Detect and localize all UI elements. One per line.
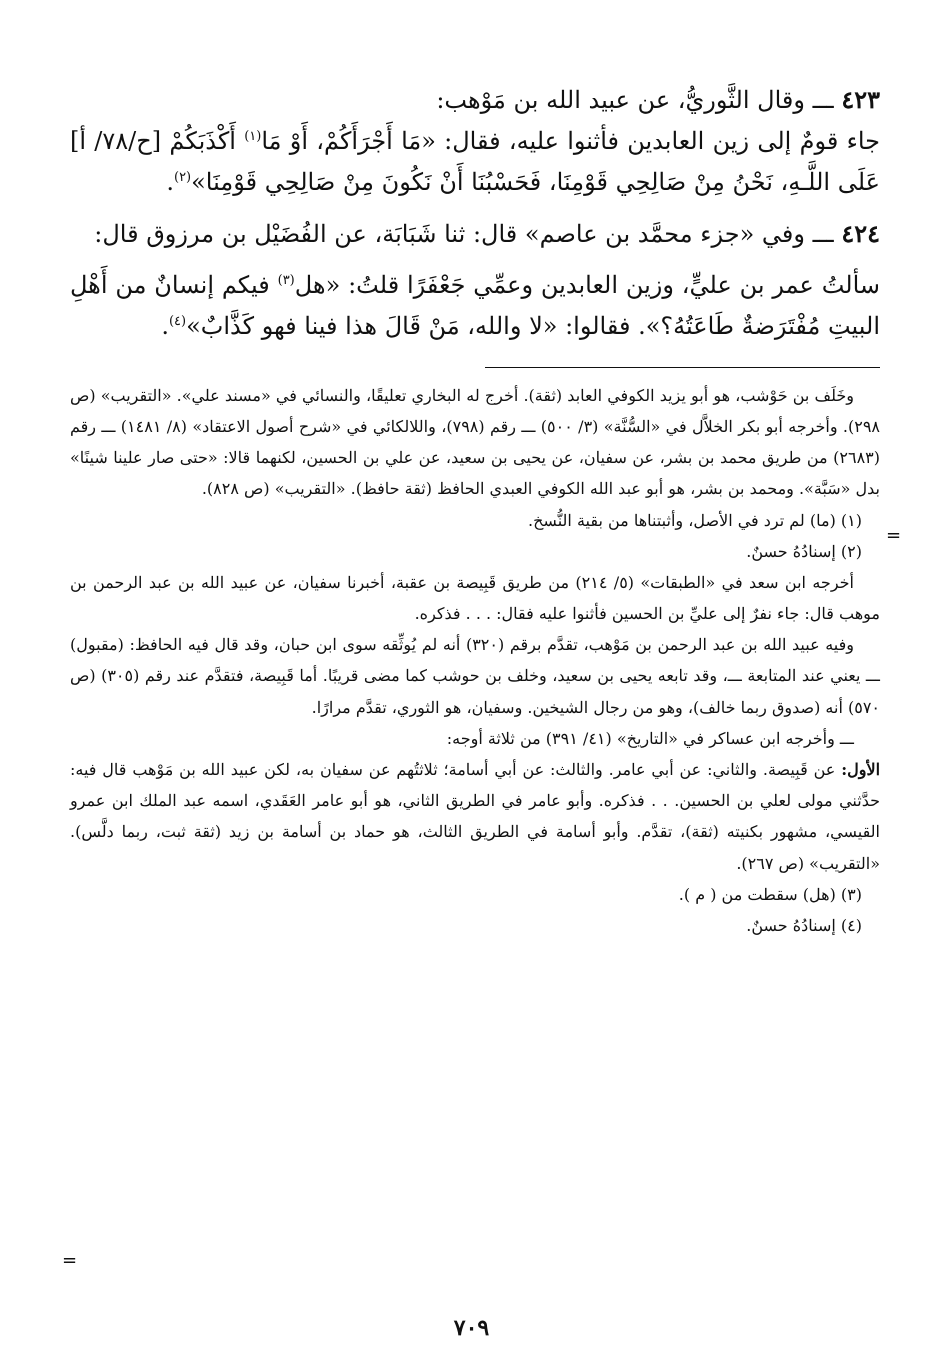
footnote-2: (٢) إسنادُهُ حسنٌ. xyxy=(746,541,862,561)
footnote-2-para: أخرجه ابن سعد في «الطبقات» (٥/ ٢١٤) من طريق قَبِيصة بن عقبة، أخبرنا سفيان، عن عبيد الله بن عبد الرحمن بن موهب قال: جاء نفرٌ إلى عليِّ بن الحسين فأثنوا عليه فقال: . . . فذكره. xyxy=(70,572,880,624)
page-number: ٧٠٩ xyxy=(453,1315,490,1341)
continuation-mark-end: = xyxy=(62,1250,78,1271)
entry-424-heading xyxy=(70,214,880,255)
footnote-1: (١) (ما) لم ترد في الأصل، وأثبتناها من بقية النُّسخ. xyxy=(528,510,862,530)
entry-number: ٤٢٤ xyxy=(841,219,880,249)
footnote-continuation: وخَلَف بن حَوْشب، هو أبو يزيد الكوفي العابد (ثقة). أخرج له البخاري تعليقًا، والنسائي في «مسند علي». «التقريب» (ص ٢٩٨). وأخرجه أبو بكر الخلاَّل في «السُّنَّة» (٣/ ٥٠٠) ـــ رقم (٧٩٨)، واللالكائي في «شرح أصول الاعتقاد» (٨/ ١٤٨١) ـــ رقم (٢٦٨٣) من طريق محمد بن بشر، عن سفيان، عن يحيى بن سعيد، عن علي بن الحسين، لكنهما قالا: «حتى صار علينا شينًا» بدل «سَبَّة». ومحمد بن بشر، هو أبو عبد الله الكوفي العبدي الحافظ (ثقة حافظ). «التقريب» (ص ٨٢٨). xyxy=(70,385,881,499)
footnote-separator xyxy=(485,367,880,368)
footnote-ref-3[interactable]: (٣) xyxy=(277,273,295,289)
footnote-2-para: ـــ وأخرجه ابن عساكر في «التاريخ» (٤١/ ٣٩١) من ثلاثة أوجه: xyxy=(446,728,854,748)
period: . xyxy=(161,311,169,340)
footnote-4: (٤) إسنادُهُ حسنٌ. xyxy=(746,915,862,935)
entry-chain: وقال الثَّوريُّ، عن عبيد الله بن مَوْهب: xyxy=(436,86,805,114)
entry-number: ٤٢٣ xyxy=(841,85,880,114)
footnote-text: عن قَبِيصة. والثاني: عن أبي عامر. والثالث: عن أبي أسامة؛ ثلاثتُهم عن سفيان به، لكن عبيد الله بن مَوْهب قال فيه: حدَّثني مولى لعلي بن الحسين. . . فذكره. وأبو عامر في الطريق الثاني، هو أبو عامر العَقَدي، اسمه عبد الملك ابن عمرو القيسي، مشهور بكنيته (ثقة)، تقدَّم. وأبو أسامة في الطريق الثالث، هو حماد بن أسامة بن زيد (ثقة ثبت، ربما دلَّس). «التقريب» (ص ٢٦٧). xyxy=(70,760,880,873)
entry-dash: ـــ xyxy=(812,86,834,114)
period: . xyxy=(166,167,174,196)
entry-dash: ـــ xyxy=(812,220,834,249)
footnotes xyxy=(70,380,880,941)
footnote-ref-4[interactable]: (٤) xyxy=(168,313,187,329)
footnote-2-para: وفيه عبيد الله بن عبد الرحمن بن مَوْهب، تقدَّم برقم (٣٢٠) أنه لم يُوثِّقه سوى ابن حبان، وقد قال فيه الحافظ: (مقبول) ـــ يعني عند المتابعة ـــ، وقد تابعه يحيى بن سعيد، وخلف بن حوشب كما مضى قريبًا. أما قَبِيصة، فتقدَّم عند رقم (٣٠٥) (ص ٥٧٠) أنه (صدوق ربما خالف)، وهو من رجال الشيخين. وسفيان، هو الثوري، تقدَّم مرارًا. xyxy=(70,635,880,717)
page-body xyxy=(70,80,880,941)
continuation-mark: = xyxy=(886,525,902,546)
entry-424-text xyxy=(70,265,880,347)
entry-chain: وفي «جزء محمَّد بن عاصم» قال: ثنا شَبَابَة، عن الفُضَيْل بن مرزوق قال: xyxy=(94,220,805,249)
quote-part: سألتُ عمر بن عليٍّ، وزين العابدين وعمِّي جَعْفَرًا قلتُ: «هل xyxy=(294,271,880,300)
footnote-lead: الأول: xyxy=(841,760,881,780)
quote-part: فيكم إنسانٌ من أَهْلِ البيتِ مُفْتَرَضةٌ طَاعَتُهُ؟». فقالوا: «لا والله، مَنْ قَالَ هذا فينا فهو كَذَّابٌ» xyxy=(70,271,880,340)
footnote-ref-2[interactable]: (٢) xyxy=(173,169,192,185)
entry-423-text xyxy=(70,121,880,203)
footnote-3: (٣) (هل) سقطت من ( م ). xyxy=(678,884,862,904)
main-text xyxy=(70,80,880,347)
entry-423-heading xyxy=(70,80,880,121)
footnote-2-para xyxy=(70,754,880,879)
quote-part: أَكْذَبَكُمْ [ح/٧٨/ أ] عَلَى اللَّـهِ، نَحْنُ مِنْ صَالِحِي قَوْمِنَا، فَحَسْبُنَا أَنْ نَكُونَ مِنْ صَالِحِي قَوْمِنَا» xyxy=(70,126,880,196)
footnote-ref-1[interactable]: (١) xyxy=(244,128,262,144)
quote-part: جاء قومٌ إلى زين العابدين فأثنوا عليه، فقال: «مَا أَجْرَأَكُمْ، أَوْ مَا xyxy=(261,126,881,155)
